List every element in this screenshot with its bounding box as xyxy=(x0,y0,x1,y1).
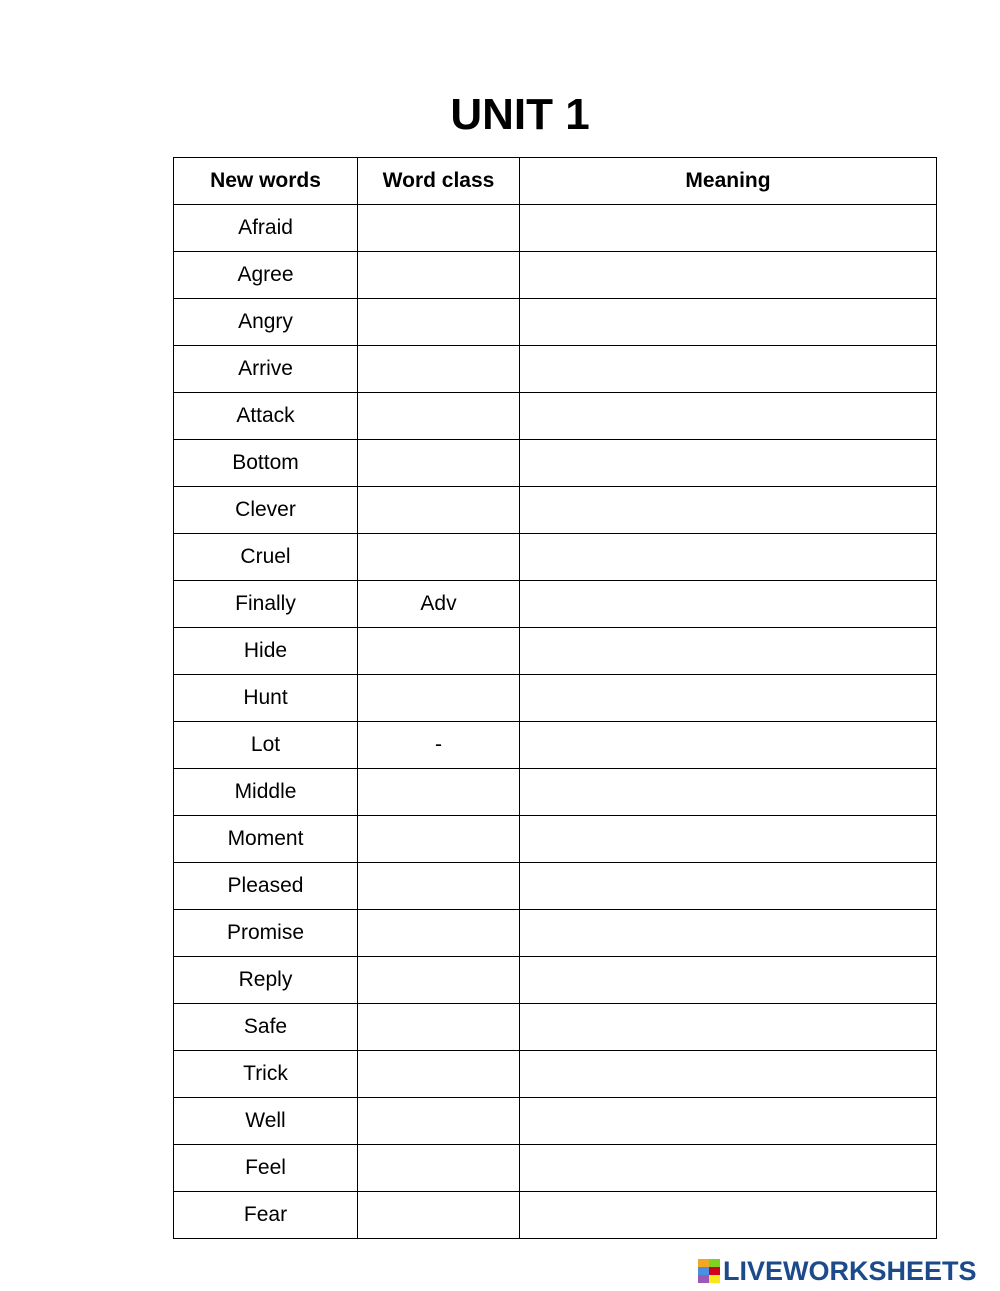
liveworksheets-logo xyxy=(698,1256,977,1286)
word-class-cell[interactable] xyxy=(358,910,520,957)
logo-block xyxy=(709,1267,720,1275)
word-class-cell[interactable] xyxy=(358,675,520,722)
meaning-cell[interactable] xyxy=(520,1051,937,1098)
word-class-cell[interactable] xyxy=(358,440,520,487)
table-row xyxy=(174,1192,937,1239)
table-row xyxy=(174,957,937,1004)
meaning-cell[interactable] xyxy=(520,675,937,722)
word-class-cell[interactable]: Adv xyxy=(358,581,520,628)
page-title: UNIT 1 xyxy=(450,90,590,139)
word-cell: Pleased xyxy=(174,863,358,910)
word-cell: Finally xyxy=(174,581,358,628)
meaning-cell[interactable] xyxy=(520,299,937,346)
table-row xyxy=(174,1004,937,1051)
table-row xyxy=(174,863,937,910)
word-cell: Fear xyxy=(174,1192,358,1239)
meaning-cell[interactable] xyxy=(520,722,937,769)
logo-block xyxy=(698,1259,709,1267)
word-class-cell[interactable] xyxy=(358,1051,520,1098)
word-cell: Feel xyxy=(174,1145,358,1192)
word-class-cell[interactable] xyxy=(358,346,520,393)
word-class-cell[interactable] xyxy=(358,1098,520,1145)
word-cell: Afraid xyxy=(174,205,358,252)
word-class-cell[interactable] xyxy=(358,487,520,534)
header-new-words: New words xyxy=(174,158,358,205)
word-class-cell[interactable] xyxy=(358,299,520,346)
word-class-cell[interactable] xyxy=(358,1145,520,1192)
table-row xyxy=(174,205,937,252)
table-body xyxy=(174,205,937,1239)
meaning-cell[interactable] xyxy=(520,769,937,816)
word-cell: Safe xyxy=(174,1004,358,1051)
table-row xyxy=(174,910,937,957)
header-meaning: Meaning xyxy=(520,158,937,205)
word-class-cell[interactable] xyxy=(358,252,520,299)
word-class-cell[interactable] xyxy=(358,628,520,675)
word-cell: Bottom xyxy=(174,440,358,487)
word-cell: Lot xyxy=(174,722,358,769)
word-cell: Trick xyxy=(174,1051,358,1098)
word-class-cell[interactable] xyxy=(358,1004,520,1051)
table-row xyxy=(174,393,937,440)
table-row xyxy=(174,675,937,722)
meaning-cell[interactable] xyxy=(520,910,937,957)
table-row xyxy=(174,628,937,675)
meaning-cell[interactable] xyxy=(520,346,937,393)
word-cell: Arrive xyxy=(174,346,358,393)
meaning-cell[interactable] xyxy=(520,1145,937,1192)
vocabulary-table xyxy=(173,157,937,1239)
word-class-cell[interactable] xyxy=(358,863,520,910)
table-row xyxy=(174,346,937,393)
table-row xyxy=(174,722,937,769)
table-row xyxy=(174,299,937,346)
meaning-cell[interactable] xyxy=(520,816,937,863)
logo-block xyxy=(709,1259,720,1267)
meaning-cell[interactable] xyxy=(520,487,937,534)
table-row xyxy=(174,252,937,299)
header-word-class: Word class xyxy=(358,158,520,205)
word-cell: Middle xyxy=(174,769,358,816)
word-class-cell[interactable] xyxy=(358,1192,520,1239)
logo-text: LIVEWORKSHEETS xyxy=(723,1256,977,1286)
word-class-cell[interactable] xyxy=(358,205,520,252)
word-class-cell[interactable] xyxy=(358,816,520,863)
table-row xyxy=(174,581,937,628)
meaning-cell[interactable] xyxy=(520,252,937,299)
word-cell: Moment xyxy=(174,816,358,863)
word-cell: Hide xyxy=(174,628,358,675)
table-row xyxy=(174,769,937,816)
meaning-cell[interactable] xyxy=(520,628,937,675)
word-class-cell[interactable] xyxy=(358,957,520,1004)
word-cell: Promise xyxy=(174,910,358,957)
logo-block xyxy=(709,1275,720,1283)
word-cell: Reply xyxy=(174,957,358,1004)
table-row xyxy=(174,1051,937,1098)
meaning-cell[interactable] xyxy=(520,205,937,252)
meaning-cell[interactable] xyxy=(520,393,937,440)
meaning-cell[interactable] xyxy=(520,1098,937,1145)
meaning-cell[interactable] xyxy=(520,534,937,581)
word-class-cell[interactable] xyxy=(358,393,520,440)
word-cell: Attack xyxy=(174,393,358,440)
table-header-row xyxy=(174,158,937,205)
meaning-cell[interactable] xyxy=(520,1192,937,1239)
meaning-cell[interactable] xyxy=(520,440,937,487)
table-row xyxy=(174,487,937,534)
word-cell: Clever xyxy=(174,487,358,534)
word-class-cell[interactable] xyxy=(358,769,520,816)
word-class-cell[interactable] xyxy=(358,534,520,581)
logo-block xyxy=(698,1267,709,1275)
word-cell: Well xyxy=(174,1098,358,1145)
table-row xyxy=(174,816,937,863)
word-cell: Hunt xyxy=(174,675,358,722)
meaning-cell[interactable] xyxy=(520,863,937,910)
meaning-cell[interactable] xyxy=(520,1004,937,1051)
word-cell: Angry xyxy=(174,299,358,346)
table-row xyxy=(174,440,937,487)
table-row xyxy=(174,1098,937,1145)
liveworksheets-icon xyxy=(698,1259,720,1283)
logo-block xyxy=(698,1275,709,1283)
meaning-cell[interactable] xyxy=(520,581,937,628)
word-cell: Cruel xyxy=(174,534,358,581)
meaning-cell[interactable] xyxy=(520,957,937,1004)
word-cell: Agree xyxy=(174,252,358,299)
word-class-cell[interactable]: - xyxy=(358,722,520,769)
table-row xyxy=(174,1145,937,1192)
table-row xyxy=(174,534,937,581)
